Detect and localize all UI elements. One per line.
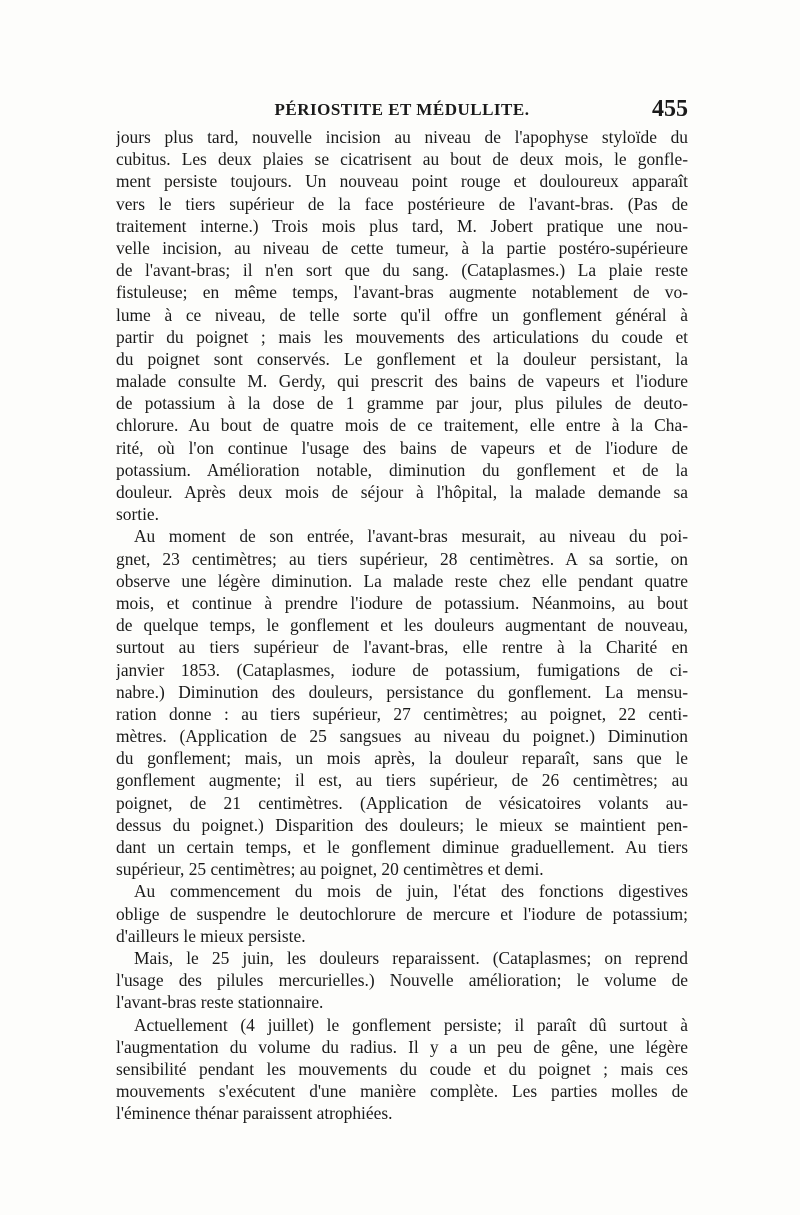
text-line: du poignet sont conservés. Le gonflement et la douleur persistant, la [116,348,688,369]
running-head [116,96,688,124]
text-line: fistuleuse; en même temps, l'avant-bras augmente notablement de vo- [116,282,688,303]
text-line: partir du poignet ; mais les mouvements des articulations du coude et [116,326,688,347]
running-title: PÉRIOSTITE ET MÉDULLITE. [274,100,530,119]
text-line: de quelque temps, le gonflement et les douleurs augmentant de nouveau, [116,615,688,636]
text-line: vers le tiers supérieur de la face postérieure de l'avant-bras. (Pas de [116,193,688,214]
text-line: supérieur, 25 centimètres; au poignet, 20 centimètres et demi. [116,859,544,880]
text-line: observe une légère diminution. La malade reste chez elle pendant quatre [116,570,688,591]
text-line: ment persiste toujours. Un nouveau point rouge et douloureux apparaît [116,171,688,192]
text-line: gnet, 23 centimètres; au tiers supérieur, 28 centimètres. A sa sortie, on [116,548,688,569]
text-line: l'augmentation du volume du radius. Il y a un peu de gêne, une légère [116,1036,688,1057]
text-line: ration donne : au tiers supérieur, 27 centimètres; au poignet, 22 centi- [116,703,688,724]
text-line: janvier 1853. (Cataplasmes, iodure de potassium, fumigations de ci- [116,659,688,680]
text-line: de l'avant-bras; il n'en sort que du sang. (Cataplasmes.) La plaie reste [116,260,688,281]
text-line: gonflement augmente; il est, au tiers supérieur, de 26 centimètres; au [116,770,688,791]
text-line: velle incision, au niveau de cette tumeur, à la partie postéro-supérieure [116,237,688,258]
page-number: 455 [652,96,688,122]
text-line: malade consulte M. Gerdy, qui prescrit des bains de vapeurs et l'iodure [116,371,688,392]
text-line: surtout au tiers supérieur de l'avant-bras, elle rentre à la Charité en [116,637,688,658]
body-text [116,126,688,1124]
text-line: Actuellement (4 juillet) le gonflement persiste; il paraît dû surtout à [134,1014,688,1035]
text-line: traitement interne.) Trois mois plus tard, M. Jobert pratique une nou- [116,215,688,236]
text-line: Mais, le 25 juin, les douleurs reparaissent. (Cataplasmes; on reprend [134,947,688,968]
text-line: cubitus. Les deux plaies se cicatrisent au bout de deux mois, le gonfle- [116,149,688,170]
text-line: sortie. [116,504,159,525]
text-line: l'avant-bras reste stationnaire. [116,992,324,1013]
text-line: l'usage des pilules mercurielles.) Nouvelle amélioration; le volume de [116,970,688,991]
text-line: mètres. (Application de 25 sangsues au niveau du poignet.) Diminution [116,726,688,747]
text-line: lume à ce niveau, de telle sorte qu'il offre un gonflement général à [116,304,688,325]
text-line: Au commencement du mois de juin, l'état des fonctions digestives [134,881,688,902]
text-line: nabre.) Diminution des douleurs, persistance du gonflement. La mensu- [116,681,688,702]
text-line: chlorure. Au bout de quatre mois de ce traitement, elle entre à la Cha- [116,415,688,436]
text-line: d'ailleurs le mieux persiste. [116,925,306,946]
text-line: Au moment de son entrée, l'avant-bras mesurait, au niveau du poi- [134,526,688,547]
text-line: sensibilité pendant les mouvements du coude et du poignet ; mais ces [116,1058,688,1079]
text-line: l'éminence thénar paraissent atrophiées. [116,1103,393,1124]
text-line: mouvements s'exécutent d'une manière complète. Les parties molles de [116,1081,688,1102]
text-line: du gonflement; mais, un mois après, la douleur reparaît, sans que le [116,748,688,769]
text-line: mois, et continue à prendre l'iodure de potassium. Néanmoins, au bout [116,592,688,613]
text-line: dessus du poignet.) Disparition des douleurs; le mieux se maintient pen- [116,814,688,835]
text-line: rité, où l'on continue l'usage des bains de vapeurs et de l'iodure de [116,437,688,458]
text-line: poignet, de 21 centimètres. (Application de vésicatoires volants au- [116,792,688,813]
text-line: douleur. Après deux mois de séjour à l'hôpital, la malade demande sa [116,482,688,502]
text-line: oblige de suspendre le deutochlorure de mercure et l'iodure de potassium; [116,903,688,924]
text-line: de potassium à la dose de 1 gramme par jour, plus pilules de deuto- [116,393,688,414]
text-line: jours plus tard, nouvelle incision au niveau de l'apophyse styloïde du [116,127,688,147]
text-line: dant un certain temps, et le gonflement diminue graduellement. Au tiers [116,837,688,857]
text-line: potassium. Amélioration notable, diminution du gonflement et de la [116,459,688,480]
